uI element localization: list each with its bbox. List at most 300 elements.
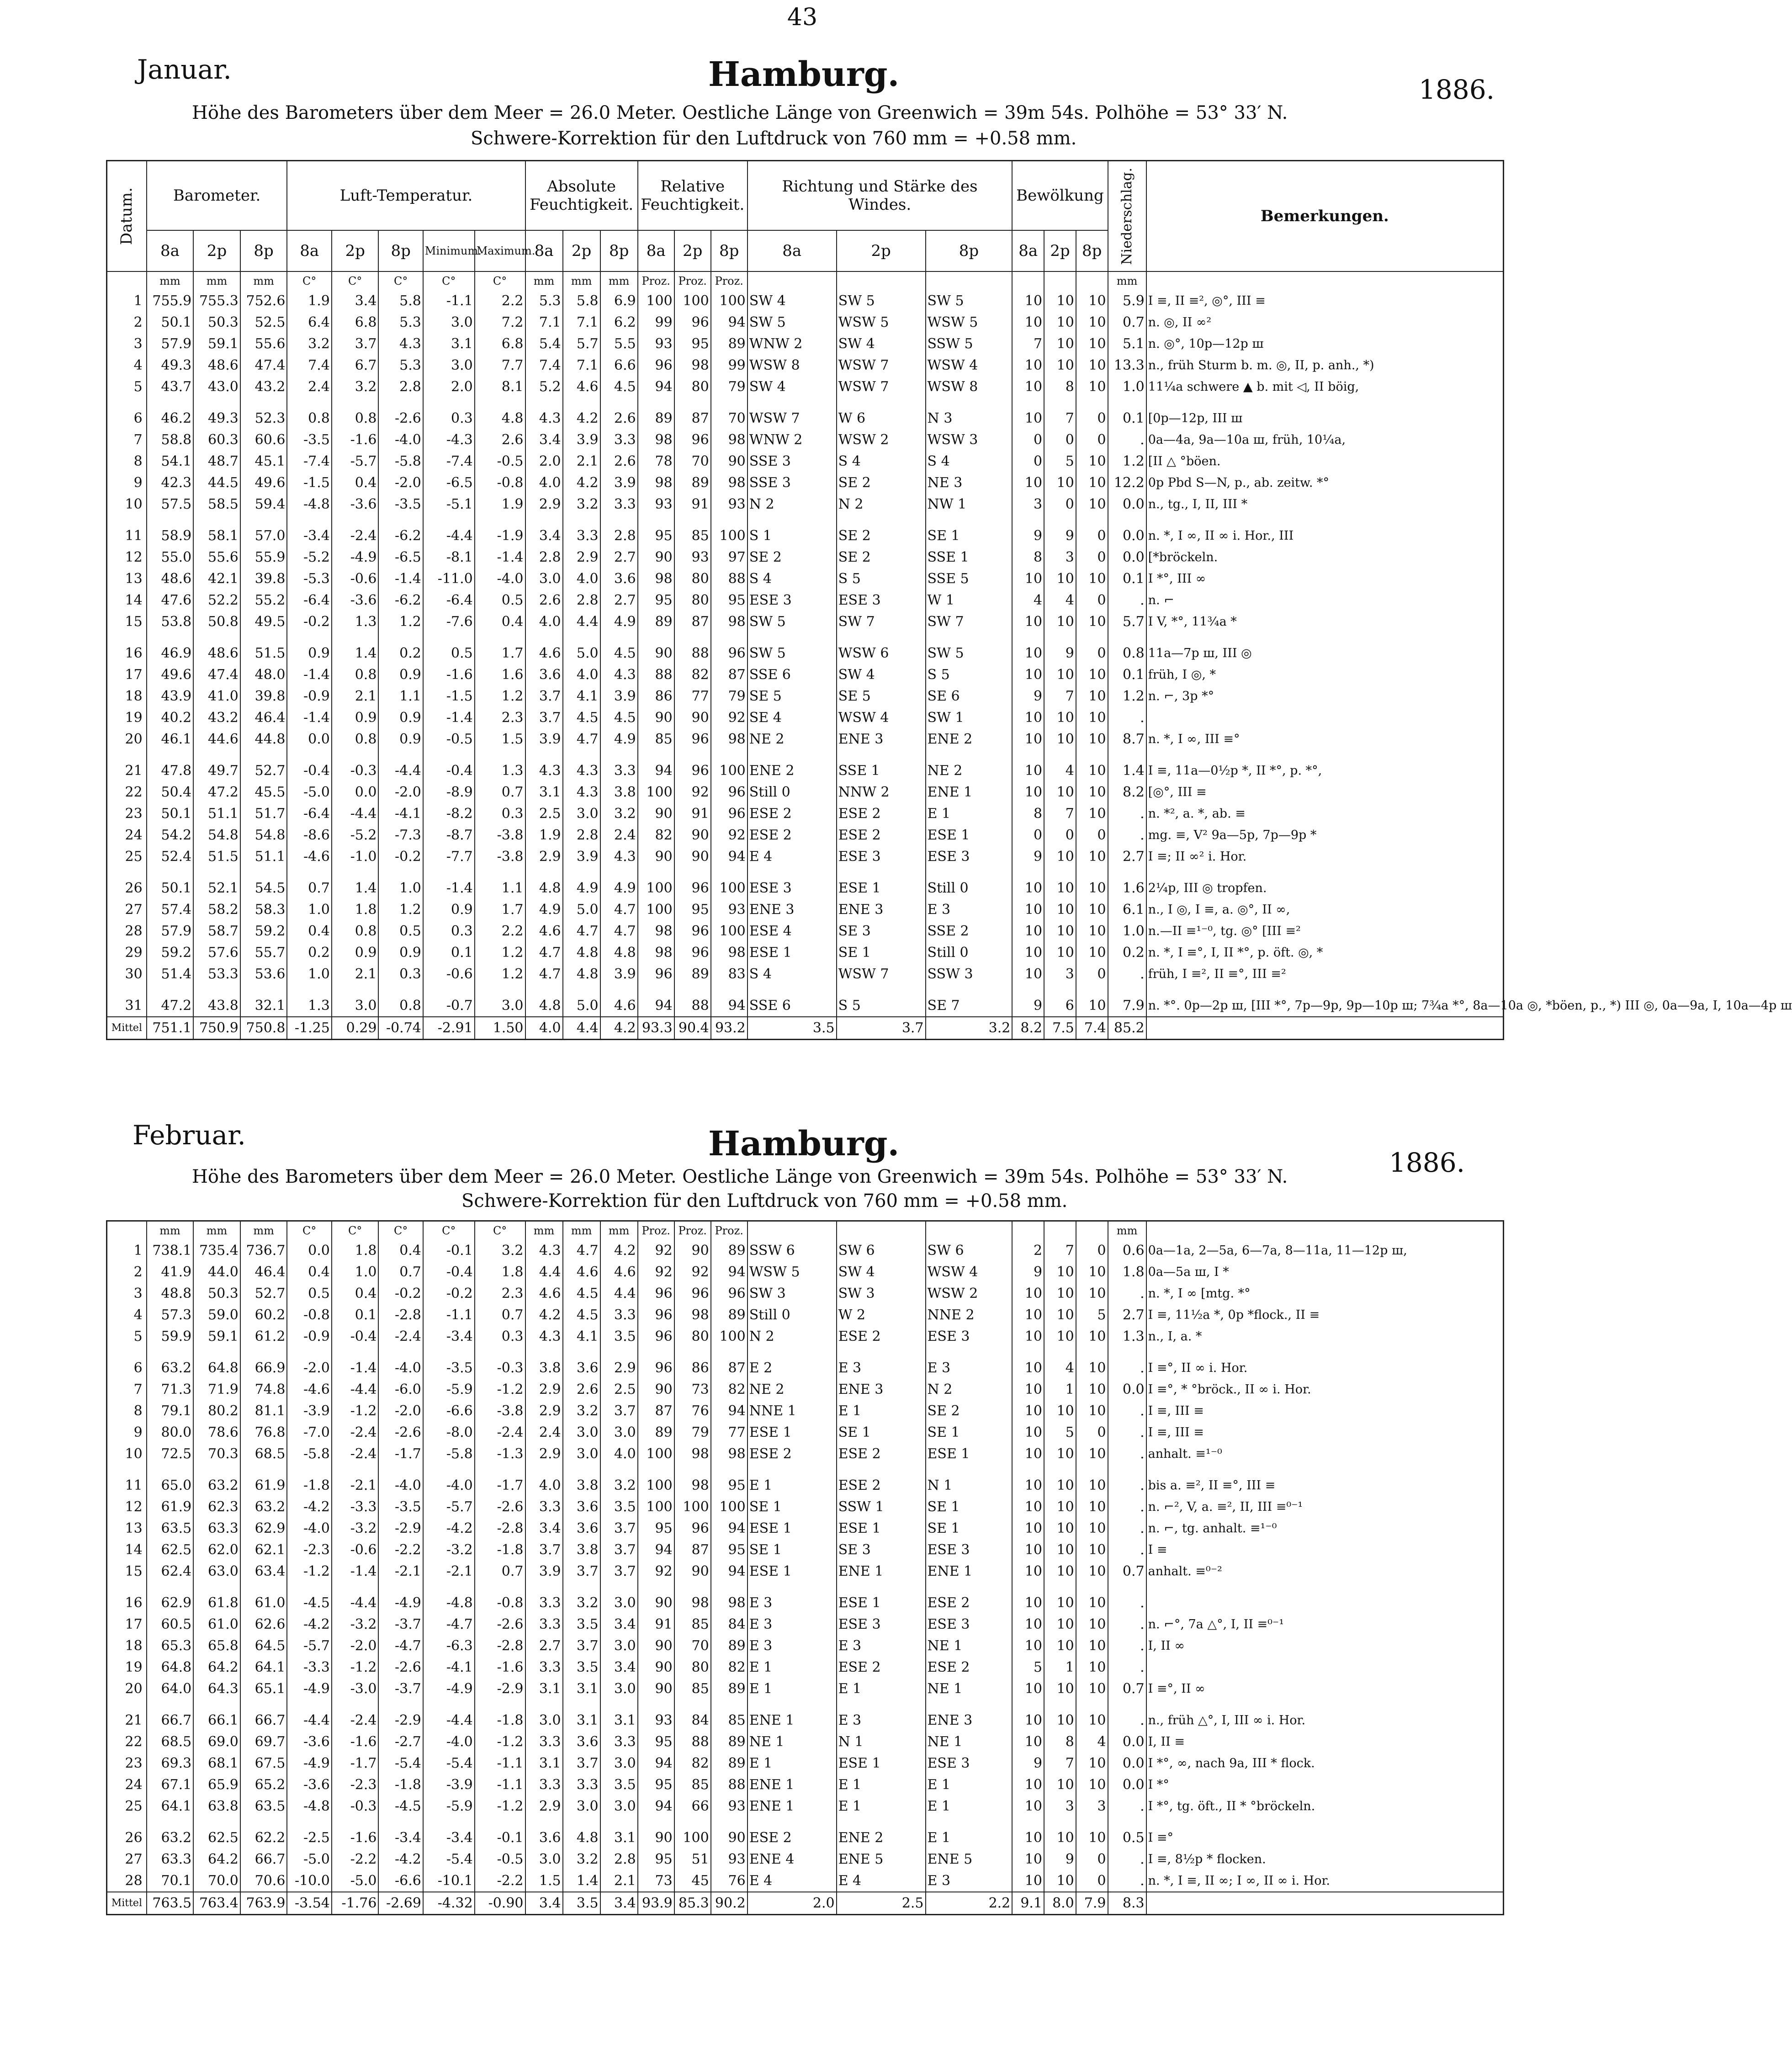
cell-wind-8a: SW 5 xyxy=(748,312,837,333)
cell-rel-2p: 98 xyxy=(674,355,711,376)
spacer-row xyxy=(107,398,1504,408)
cell-abs-2p: 3.2 xyxy=(563,1849,600,1870)
cell-baro-8p: 62.1 xyxy=(240,1539,287,1561)
cell-wind-8a: SW 3 xyxy=(748,1283,837,1304)
cell-temp-max: -2.4 xyxy=(475,1422,525,1443)
cell-baro-8p: 53.6 xyxy=(240,963,287,985)
cell-cloud-8p: 10 xyxy=(1076,1539,1108,1561)
time-header: 8p xyxy=(240,230,287,271)
mean-abs-8a: 3.4 xyxy=(525,1892,563,1915)
cell-precipitation: 0.2 xyxy=(1108,942,1146,963)
cell-rel-2p: 90 xyxy=(674,824,711,846)
cell-abs-8a: 2.9 xyxy=(525,1379,563,1400)
cell-abs-2p: 3.3 xyxy=(563,525,600,547)
cell-temp-8a: 0.9 xyxy=(287,643,331,664)
cell-cloud-8a: 10 xyxy=(1012,1326,1044,1347)
time-header: 2p xyxy=(193,230,240,271)
unit-cell xyxy=(837,1221,926,1240)
cell-wind-2p: ENE 3 xyxy=(837,1379,926,1400)
cell-abs-8p: 2.7 xyxy=(600,547,638,568)
unit-cell xyxy=(837,271,926,290)
cell-temp-8p: 0.9 xyxy=(378,728,423,750)
cell-wind-2p: E 3 xyxy=(837,1357,926,1379)
cell-wind-8p: W 1 xyxy=(926,590,1013,611)
cell-cloud-8p: 10 xyxy=(1076,1678,1108,1700)
cell-temp-8p: -4.4 xyxy=(378,760,423,781)
cell-remarks: 0a—4a, 9a—10a ш, früh, 10¼a, xyxy=(1146,429,1504,451)
cell-rel-2p: 87 xyxy=(674,611,711,632)
cell-date: 7 xyxy=(107,429,147,451)
cell-date: 22 xyxy=(107,1731,147,1753)
cell-temp-8p: -4.0 xyxy=(378,1357,423,1379)
cell-baro-2p: 48.6 xyxy=(193,355,240,376)
cell-wind-8p: NE 1 xyxy=(926,1731,1013,1753)
cell-temp-8a: 0.8 xyxy=(287,408,331,429)
cell-precipitation: . xyxy=(1108,1710,1146,1731)
cell-remarks: n. ◎°, 10p—12p ш xyxy=(1146,333,1504,355)
table-row xyxy=(107,995,1504,1017)
cell-baro-2p: 62.3 xyxy=(193,1496,240,1518)
table-row xyxy=(107,547,1504,568)
cell-temp-8a: -7.4 xyxy=(287,451,331,472)
cell-wind-8a: ESE 1 xyxy=(748,1561,837,1582)
cell-abs-2p: 3.0 xyxy=(563,1422,600,1443)
cell-temp-min: -3.9 xyxy=(423,1774,475,1796)
cell-cloud-2p: 10 xyxy=(1044,781,1076,803)
cell-abs-8a: 2.7 xyxy=(525,1635,563,1657)
cell-temp-8p: -3.7 xyxy=(378,1678,423,1700)
cell-baro-8a: 79.1 xyxy=(147,1400,194,1422)
cell-abs-8p: 3.3 xyxy=(600,1731,638,1753)
precipitation-label: Niederschlag. xyxy=(1119,167,1135,265)
cell-rel-8a: 94 xyxy=(638,1539,674,1561)
cell-wind-8a: E 3 xyxy=(748,1614,837,1635)
cell-temp-max: -1.4 xyxy=(475,547,525,568)
cell-abs-8a: 4.6 xyxy=(525,643,563,664)
cell-abs-8p: 2.1 xyxy=(600,1870,638,1892)
unit-cell xyxy=(1146,271,1504,290)
cell-temp-2p: -3.3 xyxy=(332,1496,379,1518)
cell-abs-8a: 2.9 xyxy=(525,1400,563,1422)
cell-date: 5 xyxy=(107,1326,147,1347)
cell-temp-8p: -6.5 xyxy=(378,547,423,568)
cell-remarks: n. *, I ∞, III ≡° xyxy=(1146,728,1504,750)
year-label: 1886. xyxy=(1419,74,1495,105)
cell-abs-2p: 4.6 xyxy=(563,376,600,398)
cell-cloud-8a: 9 xyxy=(1012,995,1044,1017)
cell-cloud-8p: 10 xyxy=(1076,781,1108,803)
spacer-row xyxy=(107,1465,1504,1475)
cell-precipitation: 7.9 xyxy=(1108,995,1146,1017)
cell-temp-8a: -1.4 xyxy=(287,707,331,728)
cell-abs-2p: 1.4 xyxy=(563,1870,600,1892)
cell-abs-2p: 3.1 xyxy=(563,1710,600,1731)
cell-cloud-2p: 10 xyxy=(1044,1635,1076,1657)
cell-temp-8a: -2.3 xyxy=(287,1539,331,1561)
mean-wind-8a: 2.0 xyxy=(748,1892,837,1915)
cell-abs-8p: 2.8 xyxy=(600,1849,638,1870)
cell-abs-2p: 3.7 xyxy=(563,1753,600,1774)
cell-cloud-8a: 10 xyxy=(1012,707,1044,728)
cell-temp-2p: 0.8 xyxy=(332,728,379,750)
cell-precipitation: 1.0 xyxy=(1108,376,1146,398)
cell-rel-2p: 77 xyxy=(674,685,711,707)
cell-abs-8p: 4.3 xyxy=(600,664,638,685)
cell-remarks: I ≡°, * °bröck., II ∞ i. Hor. xyxy=(1146,1379,1504,1400)
cell-temp-min: -3.4 xyxy=(423,1827,475,1849)
cell-temp-max: -0.5 xyxy=(475,451,525,472)
table-row xyxy=(107,1710,1504,1731)
cell-wind-8a: WSW 8 xyxy=(748,355,837,376)
cell-precipitation: 12.2 xyxy=(1108,472,1146,494)
cell-date: 15 xyxy=(107,611,147,632)
cell-rel-2p: 66 xyxy=(674,1796,711,1817)
cell-cloud-2p: 10 xyxy=(1044,728,1076,750)
cell-abs-8a: 4.2 xyxy=(525,1304,563,1326)
temperature-header: Luft-Temperatur. xyxy=(287,161,525,231)
unit-cell: Proz. xyxy=(711,271,748,290)
cell-baro-8a: 54.2 xyxy=(147,824,194,846)
cell-temp-max: -1.2 xyxy=(475,1796,525,1817)
cell-temp-2p: 1.4 xyxy=(332,643,379,664)
cell-precipitation: . xyxy=(1108,1592,1146,1614)
unit-cell xyxy=(926,271,1013,290)
cell-precipitation: . xyxy=(1108,1475,1146,1496)
cell-abs-8a: 2.5 xyxy=(525,803,563,824)
cell-rel-8p: 100 xyxy=(711,760,748,781)
cell-abs-8a: 3.0 xyxy=(525,1849,563,1870)
cell-remarks: I ≡, II ≡², ◎°, III ≡ xyxy=(1146,290,1504,312)
cell-temp-min: -0.5 xyxy=(423,728,475,750)
cell-temp-8a: 0.0 xyxy=(287,728,331,750)
cell-baro-8p: 52.5 xyxy=(240,312,287,333)
cell-date: 14 xyxy=(107,590,147,611)
cell-date: 8 xyxy=(107,451,147,472)
cell-wind-2p: SSW 1 xyxy=(837,1496,926,1518)
unit-cell xyxy=(107,1221,147,1240)
cell-rel-2p: 92 xyxy=(674,1261,711,1283)
cell-wind-2p: SE 3 xyxy=(837,920,926,942)
cell-rel-8a: 93 xyxy=(638,1710,674,1731)
unit-cell: Proz. xyxy=(711,1221,748,1240)
mean-temp-max: 1.50 xyxy=(475,1017,525,1040)
table-row xyxy=(107,1827,1504,1849)
cell-cloud-2p: 10 xyxy=(1044,664,1076,685)
cell-temp-max: -1.8 xyxy=(475,1710,525,1731)
cell-wind-2p: ENE 1 xyxy=(837,1561,926,1582)
cell-baro-2p: 50.8 xyxy=(193,611,240,632)
cell-date: 27 xyxy=(107,899,147,920)
cell-temp-2p: -4.4 xyxy=(332,1592,379,1614)
cell-abs-2p: 3.0 xyxy=(563,1443,600,1465)
cell-cloud-8p: 10 xyxy=(1076,290,1108,312)
cell-temp-8a: -4.2 xyxy=(287,1496,331,1518)
cell-temp-8a: 0.5 xyxy=(287,1283,331,1304)
cell-baro-8a: 54.1 xyxy=(147,451,194,472)
cell-temp-max: 6.8 xyxy=(475,333,525,355)
cell-baro-8a: 59.2 xyxy=(147,942,194,963)
mean-row xyxy=(107,1892,1504,1915)
cell-cloud-2p: 10 xyxy=(1044,1326,1076,1347)
cell-rel-8a: 90 xyxy=(638,707,674,728)
cell-date: 21 xyxy=(107,760,147,781)
cell-temp-2p: -5.7 xyxy=(332,451,379,472)
cell-rel-8p: 94 xyxy=(711,1561,748,1582)
cell-temp-2p: -1.7 xyxy=(332,1753,379,1774)
cell-date: 28 xyxy=(107,920,147,942)
cell-abs-8p: 3.3 xyxy=(600,429,638,451)
cell-precipitation: 1.3 xyxy=(1108,1326,1146,1347)
cell-abs-2p: 3.8 xyxy=(563,1475,600,1496)
unit-cell xyxy=(1044,1221,1076,1240)
cell-temp-8p: -3.5 xyxy=(378,1496,423,1518)
cell-wind-8p: ENE 5 xyxy=(926,1849,1013,1870)
cell-abs-8p: 3.9 xyxy=(600,963,638,985)
cell-rel-2p: 89 xyxy=(674,472,711,494)
cell-rel-8a: 94 xyxy=(638,760,674,781)
cell-rel-2p: 89 xyxy=(674,963,711,985)
units-row xyxy=(107,271,1504,290)
units-row xyxy=(107,1221,1504,1240)
cell-abs-2p: 7.1 xyxy=(563,312,600,333)
cell-temp-max: 1.6 xyxy=(475,664,525,685)
cell-abs-2p: 2.8 xyxy=(563,824,600,846)
cell-abs-8a: 4.8 xyxy=(525,877,563,899)
cell-temp-min: -8.9 xyxy=(423,781,475,803)
cell-wind-8a: SSE 6 xyxy=(748,995,837,1017)
cell-remarks: n. *, I ≡°, I, II *°, p. öft. ◎, * xyxy=(1146,942,1504,963)
cell-temp-8a: 0.2 xyxy=(287,942,331,963)
table-row xyxy=(107,846,1504,867)
unit-cell: mm xyxy=(147,1221,194,1240)
cell-wind-8a: ESE 3 xyxy=(748,877,837,899)
table-row xyxy=(107,1304,1504,1326)
cell-temp-8p: -4.0 xyxy=(378,429,423,451)
abs-humidity-header: Absolute Feuchtigkeit. xyxy=(525,161,638,231)
cell-rel-8a: 98 xyxy=(638,920,674,942)
cell-rel-8p: 100 xyxy=(711,290,748,312)
cell-date: 28 xyxy=(107,1870,147,1892)
unit-cell: mm xyxy=(240,1221,287,1240)
cell-remarks: n. *², a. *, ab. ≡ xyxy=(1146,803,1504,824)
cell-remarks: n. *, I ≡, II ∞; I ∞, II ∞ i. Hor. xyxy=(1146,1870,1504,1892)
table-row xyxy=(107,824,1504,846)
cell-cloud-8a: 3 xyxy=(1012,494,1044,515)
cell-cloud-8a: 10 xyxy=(1012,1283,1044,1304)
cell-wind-8a: N 2 xyxy=(748,494,837,515)
cell-abs-2p: 4.0 xyxy=(563,568,600,590)
cell-cloud-8a: 10 xyxy=(1012,877,1044,899)
cell-wind-2p: ENE 3 xyxy=(837,728,926,750)
cell-abs-8p: 5.5 xyxy=(600,333,638,355)
cell-cloud-8p: 10 xyxy=(1076,568,1108,590)
cell-wind-8a: SE 1 xyxy=(748,1539,837,1561)
cell-temp-8a: -3.9 xyxy=(287,1400,331,1422)
cell-baro-8p: 68.5 xyxy=(240,1443,287,1465)
cell-cloud-8p: 10 xyxy=(1076,1518,1108,1539)
cell-temp-8p: -4.0 xyxy=(378,1475,423,1496)
cell-baro-8p: 51.7 xyxy=(240,803,287,824)
cell-baro-8p: 45.1 xyxy=(240,451,287,472)
cell-cloud-8p: 10 xyxy=(1076,1379,1108,1400)
table-row xyxy=(107,1774,1504,1796)
cell-rel-8p: 94 xyxy=(711,846,748,867)
cell-precipitation: . xyxy=(1108,1357,1146,1379)
cell-remarks: n. *, I ∞ [mtg. *° xyxy=(1146,1283,1504,1304)
cell-abs-8p: 3.8 xyxy=(600,781,638,803)
cell-baro-8p: 61.2 xyxy=(240,1326,287,1347)
cell-wind-8p: NNE 2 xyxy=(926,1304,1013,1326)
cell-remarks: anhalt. ≡¹⁻⁰ xyxy=(1146,1443,1504,1465)
cell-baro-2p: 64.2 xyxy=(193,1657,240,1678)
cell-abs-8a: 2.9 xyxy=(525,846,563,867)
cell-baro-2p: 69.0 xyxy=(193,1731,240,1753)
cell-cloud-8a: 10 xyxy=(1012,1357,1044,1379)
mean-temp-min: -2.91 xyxy=(423,1017,475,1040)
cell-abs-8a: 3.9 xyxy=(525,1561,563,1582)
cell-abs-2p: 3.3 xyxy=(563,1774,600,1796)
cell-baro-2p: 42.1 xyxy=(193,568,240,590)
cell-temp-8p: 0.7 xyxy=(378,1261,423,1283)
cell-baro-8a: 50.4 xyxy=(147,781,194,803)
cell-wind-8p: E 3 xyxy=(926,1870,1013,1892)
cell-cloud-8p: 10 xyxy=(1076,899,1108,920)
cell-temp-max: 1.7 xyxy=(475,899,525,920)
cell-wind-8p: ESE 3 xyxy=(926,1539,1013,1561)
cell-baro-8p: 48.0 xyxy=(240,664,287,685)
table-row xyxy=(107,290,1504,312)
cell-temp-8a: -5.0 xyxy=(287,1849,331,1870)
mean-rel-8p: 93.2 xyxy=(711,1017,748,1040)
cell-abs-8a: 4.9 xyxy=(525,899,563,920)
cell-abs-8a: 5.2 xyxy=(525,376,563,398)
cell-cloud-2p: 1 xyxy=(1044,1379,1076,1400)
cell-precipitation: . xyxy=(1108,1283,1146,1304)
cell-temp-2p: -0.3 xyxy=(332,760,379,781)
cell-wind-8a: ENE 1 xyxy=(748,1796,837,1817)
cell-abs-8p: 3.4 xyxy=(600,1614,638,1635)
cell-date: 20 xyxy=(107,1678,147,1700)
cell-temp-8p: -2.8 xyxy=(378,1304,423,1326)
cell-wind-8a: E 3 xyxy=(748,1592,837,1614)
cell-baro-8a: 65.3 xyxy=(147,1635,194,1657)
cell-baro-8a: 47.8 xyxy=(147,760,194,781)
cell-rel-8a: 90 xyxy=(638,547,674,568)
cell-baro-8a: 68.5 xyxy=(147,1731,194,1753)
cell-date: 11 xyxy=(107,525,147,547)
cell-wind-8a: WSW 5 xyxy=(748,1261,837,1283)
unit-cell: mm xyxy=(1108,271,1146,290)
month-label: Februar. xyxy=(133,1120,246,1151)
cell-cloud-8a: 10 xyxy=(1012,1774,1044,1796)
gravity-correction-line: Schwere-Korrektion für den Luftdruck von 760 mm = +0.58 mm. xyxy=(461,1190,1068,1212)
cell-temp-2p: -2.0 xyxy=(332,1635,379,1657)
cell-abs-8a: 3.6 xyxy=(525,1827,563,1849)
cell-date: 2 xyxy=(107,312,147,333)
cell-remarks: 11¼a schwere ▲ b. mit ◁, II böig, xyxy=(1146,376,1504,398)
cell-cloud-2p: 10 xyxy=(1044,1561,1076,1582)
cell-cloud-2p: 10 xyxy=(1044,1304,1076,1326)
cell-rel-8a: 90 xyxy=(638,1379,674,1400)
cell-temp-max: 7.2 xyxy=(475,312,525,333)
cell-rel-8a: 95 xyxy=(638,1731,674,1753)
cell-abs-8p: 2.5 xyxy=(600,1379,638,1400)
cell-baro-8a: 62.4 xyxy=(147,1561,194,1582)
cell-temp-8p: 5.3 xyxy=(378,312,423,333)
cell-temp-8p: -1.8 xyxy=(378,1774,423,1796)
cell-wind-2p: SW 7 xyxy=(837,611,926,632)
cell-rel-8a: 94 xyxy=(638,376,674,398)
cell-rel-8a: 94 xyxy=(638,1753,674,1774)
cell-temp-2p: -2.4 xyxy=(332,525,379,547)
cell-temp-8p: -4.2 xyxy=(378,1849,423,1870)
cell-remarks: [*bröckeln. xyxy=(1146,547,1504,568)
cell-baro-8p: 57.0 xyxy=(240,525,287,547)
time-header: 8p xyxy=(378,230,423,271)
cell-temp-2p: 0.4 xyxy=(332,1283,379,1304)
cell-wind-2p: WSW 7 xyxy=(837,355,926,376)
table-row xyxy=(107,451,1504,472)
cell-temp-max: -2.6 xyxy=(475,1496,525,1518)
cell-abs-8a: 7.1 xyxy=(525,312,563,333)
cell-baro-2p: 47.2 xyxy=(193,781,240,803)
cell-remarks: I ≡, III ≡ xyxy=(1146,1422,1504,1443)
cell-remarks: I, II ≡ xyxy=(1146,1731,1504,1753)
cell-cloud-8p: 3 xyxy=(1076,1796,1108,1817)
mean-rel-2p: 90.4 xyxy=(674,1017,711,1040)
cell-remarks: 0a—1a, 2—5a, 6—7a, 8—11a, 11—12p ш, xyxy=(1146,1240,1504,1261)
cell-temp-min: -4.0 xyxy=(423,1475,475,1496)
cell-baro-8p: 51.5 xyxy=(240,643,287,664)
cell-rel-2p: 70 xyxy=(674,451,711,472)
cell-wind-2p: W 2 xyxy=(837,1304,926,1326)
cell-temp-min: 0.5 xyxy=(423,643,475,664)
cell-baro-2p: 44.5 xyxy=(193,472,240,494)
cell-cloud-8a: 0 xyxy=(1012,429,1044,451)
cell-abs-8a: 4.4 xyxy=(525,1261,563,1283)
cell-abs-2p: 3.6 xyxy=(563,1357,600,1379)
cell-baro-8a: 57.5 xyxy=(147,494,194,515)
cell-temp-min: -5.4 xyxy=(423,1849,475,1870)
cell-abs-8p: 3.1 xyxy=(600,1710,638,1731)
cell-wind-8p: SE 2 xyxy=(926,1400,1013,1422)
cell-temp-min: -4.4 xyxy=(423,525,475,547)
cell-baro-8p: 63.2 xyxy=(240,1496,287,1518)
cell-temp-min: -6.3 xyxy=(423,1635,475,1657)
cell-abs-8p: 2.6 xyxy=(600,408,638,429)
mean-cloud-8p: 7.4 xyxy=(1076,1017,1108,1040)
cell-rel-8a: 86 xyxy=(638,685,674,707)
cell-rel-2p: 90 xyxy=(674,1240,711,1261)
cell-wind-2p: N 1 xyxy=(837,1731,926,1753)
cell-abs-8a: 2.9 xyxy=(525,1796,563,1817)
cell-rel-8p: 89 xyxy=(711,1753,748,1774)
cell-rel-8a: 100 xyxy=(638,781,674,803)
cell-rel-2p: 96 xyxy=(674,312,711,333)
cell-cloud-8p: 0 xyxy=(1076,643,1108,664)
cell-temp-8a: -8.6 xyxy=(287,824,331,846)
cell-baro-2p: 65.8 xyxy=(193,1635,240,1657)
cell-baro-8p: 43.2 xyxy=(240,376,287,398)
cell-wind-8a: E 3 xyxy=(748,1635,837,1657)
cell-abs-8a: 2.9 xyxy=(525,494,563,515)
mean-remarks xyxy=(1146,1017,1504,1040)
cell-rel-2p: 95 xyxy=(674,333,711,355)
spacer-row xyxy=(107,1347,1504,1357)
cell-baro-8p: 65.1 xyxy=(240,1678,287,1700)
cell-baro-8a: 69.3 xyxy=(147,1753,194,1774)
cell-temp-min: -0.1 xyxy=(423,1240,475,1261)
